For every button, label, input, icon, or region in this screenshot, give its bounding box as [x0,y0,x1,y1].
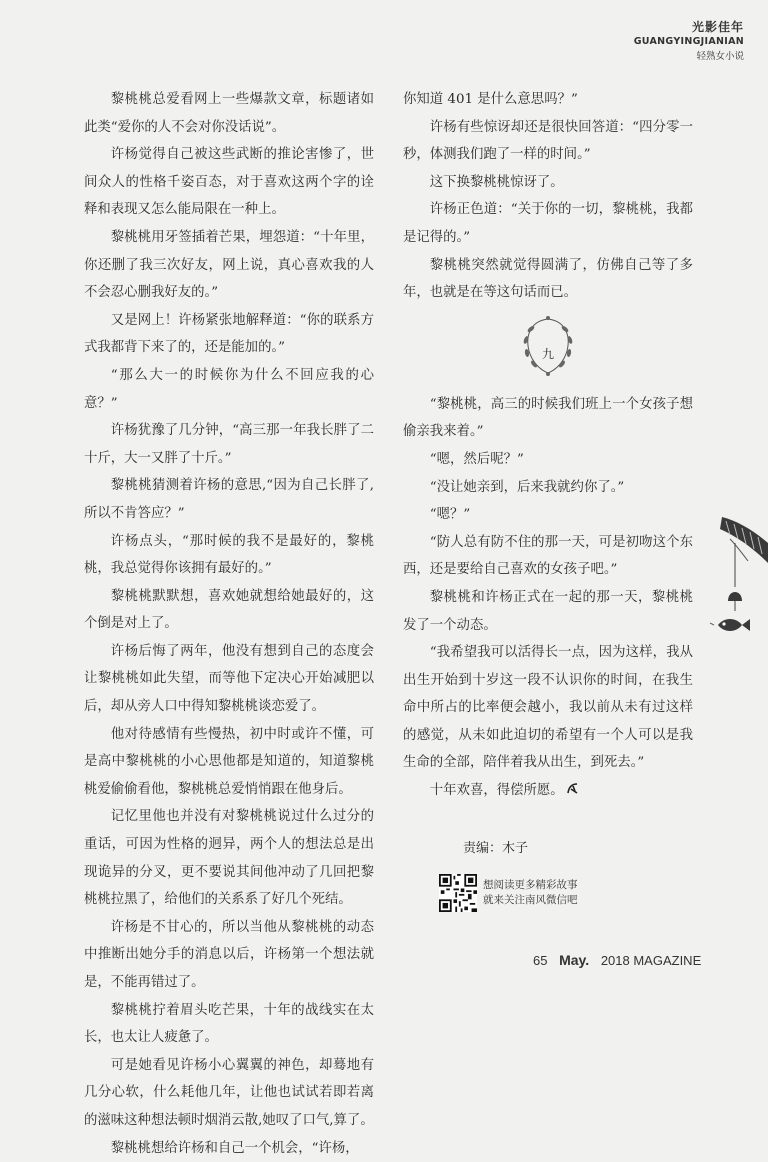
paragraph-continued: 你知道 401 是什么意思吗？” [403,92,578,107]
paragraph: 许杨是不甘心的，所以当他从黎桃桃的动态中推断出她分手的消息以后，许杨第一个想法就是，不能再错过了。 [84,919,374,990]
right-column [403,86,693,912]
paragraph: “没让她亲到，后来我就约你了。” [429,479,625,495]
chapter-marker [403,313,693,383]
section-pinyin: GUANGYINGJIANIAN [633,36,744,47]
issue-year-magazine: 2018 MAGAZINE [600,953,702,968]
paragraph: 黎桃桃突然就觉得圆满了，仿佛自己等了多年，也就是在等这句话而已。 [403,257,693,301]
paragraph: 黎桃桃想给许杨和自己一个机会，“许杨， [110,1140,359,1156]
qr-code-icon[interactable] [439,874,477,912]
issue-month: May. [559,952,590,968]
paragraph: 黎桃桃和许杨正式在一起的那一天，黎桃桃发了一个动态。 [403,589,693,633]
page-number: 65 [533,953,548,968]
paragraph: 许杨有些惊讶却还是很快回答道：“四分零一秒，体测我们跑了一样的时间。” [403,119,693,163]
paragraph: 可是她看见许杨小心翼翼的神色，却蓦地有几分心软，什么耗他几年，让他也试试若即若离的滋味这种想法顿时烟消云散,她叹了口气,算了。 [84,1057,374,1128]
paragraph: 这下换黎桃桃惊讶了。 [429,174,564,190]
promo-line: 想阅读更多精彩故事 [483,879,578,892]
paragraph: “黎桃桃，高三的时候我们班上一个女孩子想偷亲我来着。” [403,396,693,440]
paragraph: “嗯，然后呢？” [429,451,524,467]
paragraph: 黎桃桃猜测着许杨的意思,“因为自己长胖了,所以不肯答应？” [84,478,374,521]
section-header [634,18,744,62]
page-footer [533,952,701,968]
paragraph: 许杨犹豫了几分钟，“高三那一年我长胖了二十斤，大一又胖了十斤。” [84,423,374,466]
closing-paragraph [403,777,693,805]
paragraph: 他对待感情有些慢热，初中时或许不懂，可是高中黎桃桃的小心思他都是知道的，知道黎桃桃爱偷偷看他，黎桃桃总爱悄悄跟在他身后。 [84,726,374,797]
paragraph: 黎桃桃用牙签插着芒果，埋怨道：“十年里，你还删了我三次好友，网上说，真心喜欢我的人不会忍心删我好友的。” [84,229,374,301]
paragraph: “防人总有防不住的那一天，可是初吻这个东西，还是要给自己喜欢的女孩子吧。” [403,534,693,578]
left-column [84,86,374,1162]
paragraph: 记忆里他也并没有对黎桃桃说过什么过分的重话，可因为性格的迥异，两个人的想法总是出现诡异的分叉，更不要说其间他冲动了几回把黎桃桃拉黑了，给他们的关系系了好几个死结。 [84,809,374,908]
promo-text [483,878,578,908]
paragraph: “嗯？” [429,507,471,523]
paragraph: 许杨正色道：“关于你的一切，黎桃桃，我都是记得的。” [403,202,693,245]
paragraph: 许杨觉得自己被这些武断的推论害惨了，世间众人的性格千姿百态，对于喜欢这两个字的诠释和表现又怎么能局限在一种上。 [84,147,374,218]
paragraph: 又是网上！许杨紧张地解释道：“你的联系方式我都背下来了的，还是能加的。” [84,312,374,356]
section-subtitle: 轻熟女小说 [696,51,744,62]
wind-chime-decoration-icon [708,515,768,655]
paragraph: 许杨点头，“那时候的我不是最好的，黎桃桃，我总觉得你该拥有最好的。” [84,533,374,577]
closing-text: 十年欢喜，得偿所愿。 [429,783,564,799]
paragraph: 黎桃桃总爱看网上一些爆款文章，标题诸如此类“爱你的人不会对你没话说”。 [84,92,374,135]
section-title: 光影佳年 [691,20,744,34]
paragraph: 许杨后悔了两年，他没有想到自己的态度会让黎桃桃如此失望，而等他下定决心开始减肥以后，却从旁人口中得知黎桃桃谈恋爱了。 [84,643,374,715]
paragraph: 黎桃桃默默想，喜欢她就想给她最好的，这个倒是对上了。 [84,588,374,632]
paragraph: 黎桃桃拧着眉头吃芒果，十年的战线实在太长，也太让人疲惫了。 [84,1002,374,1046]
paragraph: “那么大一的时候你为什么不回应我的心意？” [84,367,374,411]
promo-line: 就来关注南风微信吧 [483,894,578,907]
editor-credit: 责编：木子 [463,840,529,856]
chapter-number: 九 [541,346,554,361]
end-mark-icon [566,782,579,795]
paragraph: “我希望我可以活得长一点，因为这样，我从出生开始到十岁这一段不认识你的时间，在我生命中所占的比率便会越小，我以前从未有过这样的感觉，从未如此迫切的希望有一个人可以是我生命的全部，陪伴着我从出生，到死去。” [403,645,693,771]
wechat-promo [403,874,693,912]
